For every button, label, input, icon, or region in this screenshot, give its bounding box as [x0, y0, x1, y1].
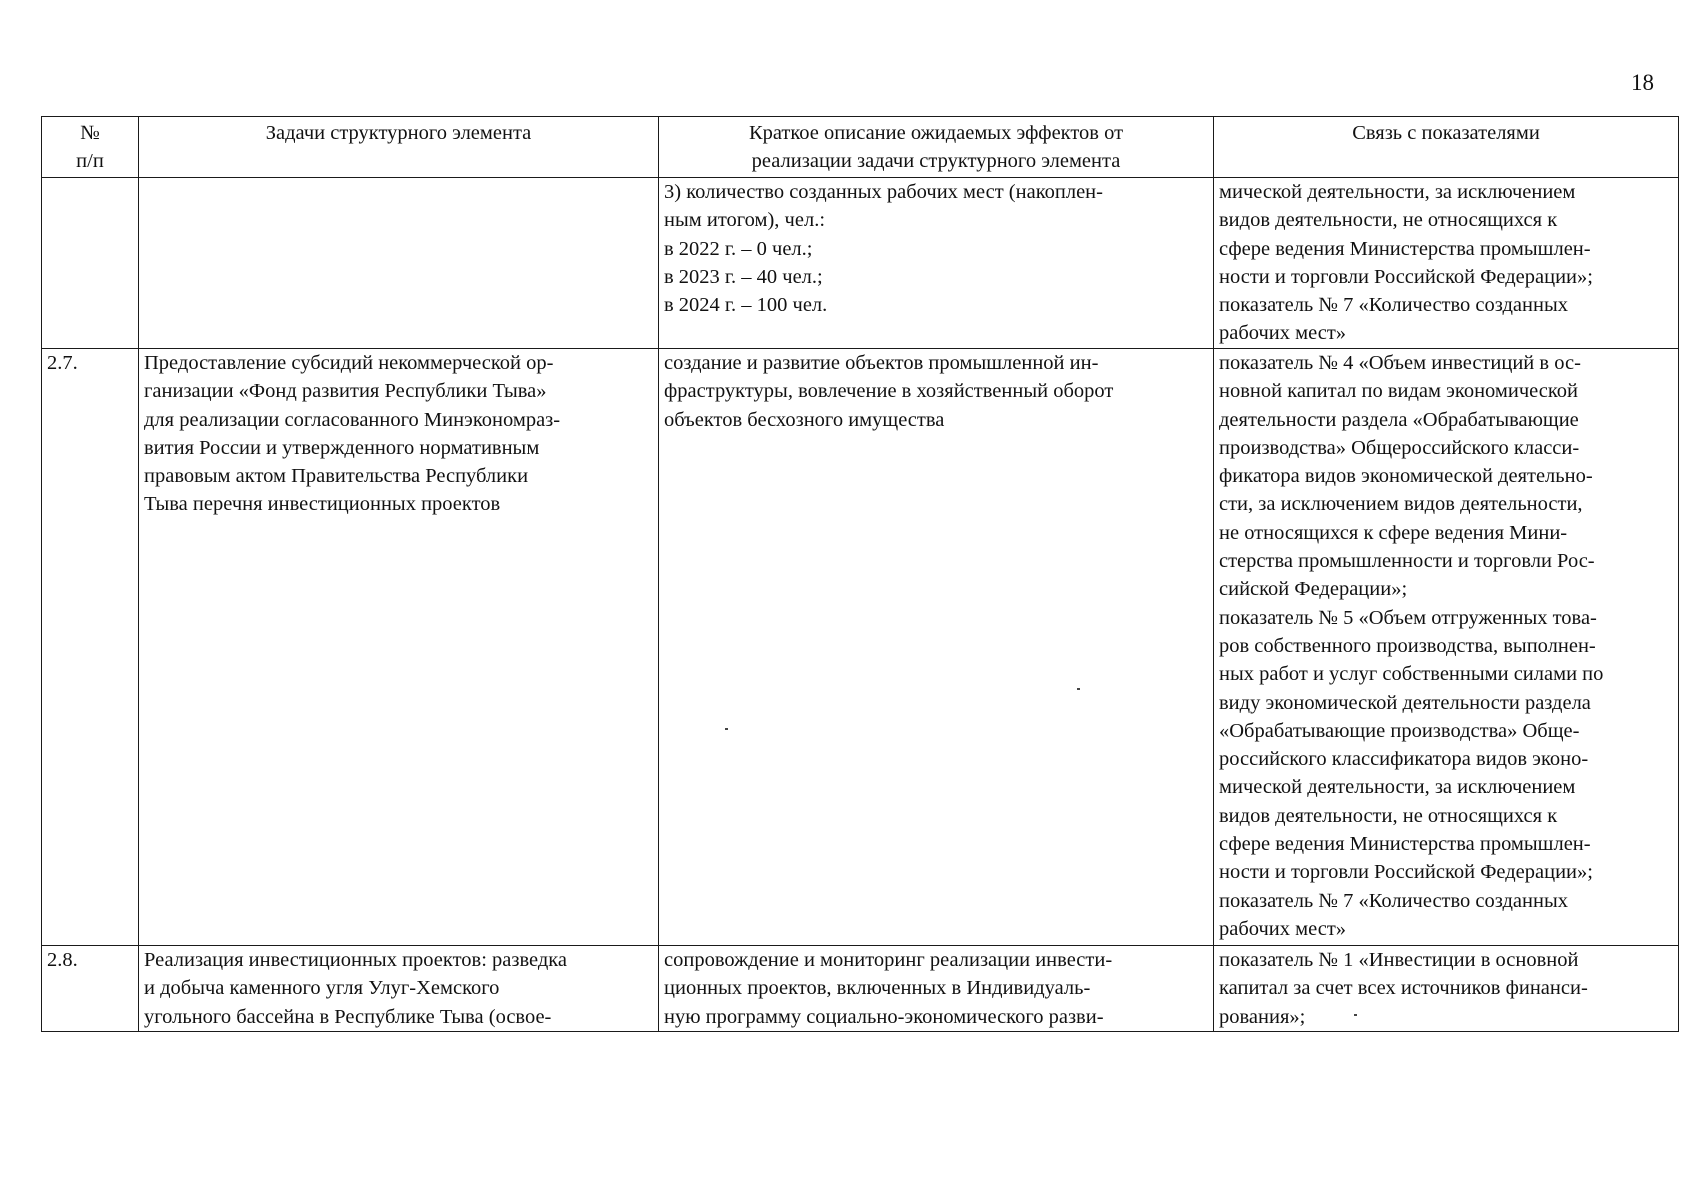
text-line: сфере ведения Министерства промышлен-: [1219, 833, 1591, 856]
row-number: 2.7.: [42, 349, 139, 946]
text-line: Задачи структурного элемента: [265, 122, 532, 144]
row-effects: [659, 946, 1214, 1032]
text-line: Тыва перечня инвестиционных проектов: [144, 493, 501, 516]
text-line: деятельности раздела «Обрабатывающие: [1219, 408, 1579, 431]
text-line: фикатора видов экономической деятельно-: [1219, 465, 1593, 488]
text-line: в 2022 г. – 0 чел.;: [664, 237, 813, 260]
text-line: ционных проектов, включенных в Индивидуаль-: [664, 977, 1091, 1000]
table-header-row: [42, 117, 1679, 178]
text-line: правовым актом Правительства Республики: [144, 465, 529, 488]
text-line: новной капитал по видам экономической: [1219, 380, 1579, 403]
text-line: виду экономической деятельности раздела: [1219, 691, 1591, 714]
text-line: видов деятельности, не относящихся к: [1219, 804, 1558, 827]
text-line: в 2023 г. – 40 чел.;: [664, 265, 823, 288]
text-line: для реализации согласованного Минэкономраз-: [144, 408, 561, 431]
row-tasks: [139, 349, 659, 946]
text-line: №: [80, 122, 100, 144]
text-line: ным итогом), чел.:: [664, 209, 826, 232]
text-line: рования»;: [1219, 1005, 1306, 1028]
text-line: ных работ и услуг собственными силами по: [1219, 663, 1604, 686]
scan-speck: [1077, 688, 1080, 690]
header-effects: [659, 117, 1214, 178]
text-line: производства» Общероссийского класси-: [1219, 436, 1580, 459]
page-number: 18: [1631, 70, 1654, 95]
header-indicators: [1214, 117, 1679, 178]
row-number: [42, 178, 139, 349]
text-line: сийской Федерации»;: [1219, 578, 1408, 601]
text-line: рабочих мест»: [1219, 917, 1347, 940]
header-num: [42, 117, 139, 178]
row-tasks: [139, 178, 659, 349]
text-line: мической деятельности, за исключением: [1219, 776, 1576, 799]
text-line: Связь с показателями: [1352, 122, 1540, 144]
structural-element-table: [41, 116, 1679, 1032]
text-line: в 2024 г. – 100 чел.: [664, 294, 828, 317]
text-line: капитал за счет всех источников финанси-: [1219, 977, 1588, 1000]
scan-speck: [725, 728, 728, 730]
text-line: показатель № 7 «Количество созданных: [1219, 294, 1569, 317]
text-line: «Обрабатывающие производства» Обще-: [1219, 719, 1580, 742]
text-line: рабочих мест»: [1219, 322, 1347, 345]
text-line: не относящихся к сфере ведения Мини-: [1219, 521, 1568, 544]
text-line: показатель № 4 «Объем инвестиций в ос-: [1219, 352, 1581, 374]
row-number: 2.8.: [42, 946, 139, 1032]
text-line: Предоставление субсидий некоммерческой ор-: [144, 352, 554, 374]
row-effects: [659, 178, 1214, 349]
table-row: [42, 349, 1679, 946]
row-indicators: [1214, 178, 1679, 349]
text-line: российского классификатора видов эконо-: [1219, 748, 1589, 771]
text-line: мической деятельности, за исключением: [1219, 181, 1576, 203]
text-line: угольного бассейна в Республике Тыва (освое-: [144, 1005, 552, 1028]
text-line: создание и развитие объектов промышленной ин-: [664, 352, 1099, 374]
row-effects: [659, 349, 1214, 946]
text-line: фраструктуры, вовлечение в хозяйственный оборот: [664, 380, 1114, 403]
text-line: сти, за исключением видов деятельности,: [1219, 493, 1583, 516]
text-line: 3) количество созданных рабочих мест (накоплен-: [664, 181, 1103, 203]
table-row: [42, 946, 1679, 1032]
text-line: Краткое описание ожидаемых эффектов от: [748, 122, 1124, 144]
header-tasks: [139, 117, 659, 178]
text-line: ности и торговли Российской Федерации»;: [1219, 861, 1593, 884]
text-line: объектов бесхозного имущества: [664, 408, 945, 431]
text-line: видов деятельности, не относящихся к: [1219, 209, 1558, 232]
text-line: сопровождение и мониторинг реализации инвести-: [664, 949, 1113, 971]
row-tasks: [139, 946, 659, 1032]
row-indicators: [1214, 349, 1679, 946]
text-line: ную программу социально-экономического разви-: [664, 1005, 1104, 1028]
text-line: Реализация инвестиционных проектов: разведка: [144, 949, 568, 971]
scan-speck: [1354, 1014, 1357, 1016]
text-line: ров собственного производства, выполнен-: [1219, 634, 1596, 657]
text-line: п/п: [76, 150, 104, 173]
text-line: стерства промышленности и торговли Рос-: [1219, 550, 1595, 573]
text-line: показатель № 7 «Количество созданных: [1219, 889, 1569, 912]
text-line: и добыча каменного угля Улуг-Хемского: [144, 977, 500, 1000]
row-indicators: [1214, 946, 1679, 1032]
text-line: сфере ведения Министерства промышлен-: [1219, 237, 1591, 260]
text-line: вития России и утвержденного нормативным: [144, 436, 540, 459]
text-line: реализации задачи структурного элемента: [751, 150, 1121, 173]
text-line: показатель № 1 «Инвестиции в основной: [1219, 949, 1579, 971]
table-row: [42, 178, 1679, 349]
text-line: ности и торговли Российской Федерации»;: [1219, 265, 1593, 288]
text-line: показатель № 5 «Объем отгруженных това-: [1219, 606, 1597, 629]
text-line: ганизации «Фонд развития Республики Тыва»: [144, 380, 547, 403]
